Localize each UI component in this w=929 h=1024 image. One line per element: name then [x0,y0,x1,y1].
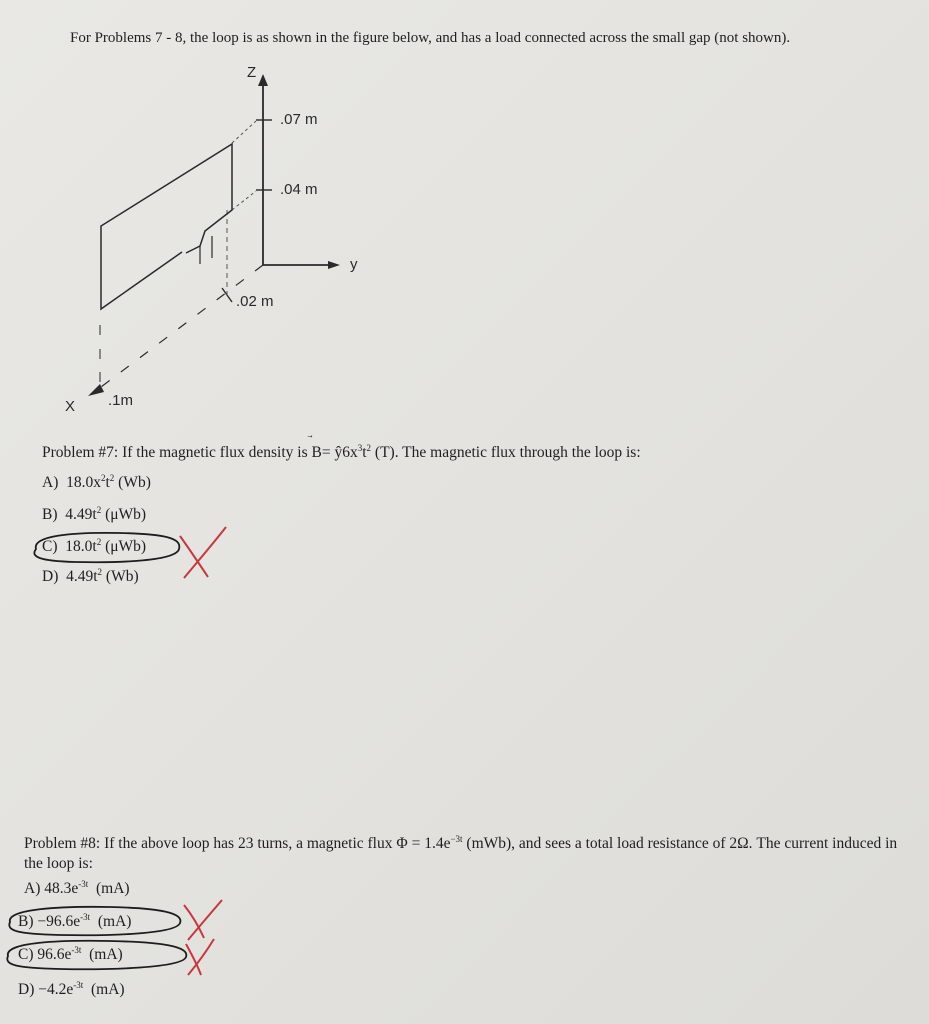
loop-outline [101,144,232,309]
problem-8-text-b: (mWb), and sees a total load resistance of 2Ω. The current induced in the loop is: [24,835,898,872]
p7-option-d[interactable]: D) $4.49t^2$ (Wb) [42,567,139,585]
x-axis [97,265,263,390]
intro-text: For Problems 7 - 8, the loop is as shown in the figure below, and has a load connected across the small gap (not shown). [70,30,791,46]
dim-label-07: .07 m [280,111,318,128]
problem-7-statement [42,444,641,462]
y-axis-arrowhead [328,261,340,269]
problem-8-label: Problem #8: [24,835,101,852]
dim-label-02: .02 m [236,293,274,310]
p7-option-c[interactable]: C) $18.0t^2$ (μWb) [42,537,147,555]
b-vector-symbol: B [311,444,322,461]
problem-7-text-a: If the magnetic flux density is [122,444,308,461]
p8-option-c[interactable]: C) $96.6e^{-3t}$ (mA) [18,945,123,963]
problem-8-text-a: If the above loop has 23 turns, a magnetic flux [104,835,393,852]
red-x-mark-p7 [180,527,226,578]
dash-04 [232,191,256,210]
dash-07 [232,121,256,143]
problem-8-statement [24,834,919,874]
p7-option-b[interactable]: B) $4.49t^2$ (μWb) [42,505,147,523]
b-equation: = $ŷ6x^3t^2$ [321,443,372,461]
p7-option-a[interactable]: A) $18.0x^2t^2$ (Wb) [42,473,151,491]
p8-option-b[interactable]: $B) -96.6e^{-3t}$ (mA) [18,912,132,930]
dim-label-1: .1m [108,392,134,409]
p8-option-d[interactable]: $D) -4.2e^{-3t}$ (mA) [18,980,125,998]
red-x-mark-p8c [186,939,214,975]
problem-7-text-b: (T). The magnetic flux through the loop is: [374,444,641,461]
red-x-mark-p8b [184,900,222,940]
z-axis-arrowhead [258,74,268,86]
y-axis-label: y [350,256,358,273]
dim-label-04: .04 m [280,181,318,198]
problem-7-label: Problem #7: [42,444,119,461]
z-axis-label: Z [247,64,257,81]
p8-option-a[interactable]: A) $48.3e^{-3t}$ (mA) [24,879,130,897]
x-axis-label: X [65,398,76,415]
phi-equation: $\Phi = 1.4e^{-3t}$ [396,834,463,852]
